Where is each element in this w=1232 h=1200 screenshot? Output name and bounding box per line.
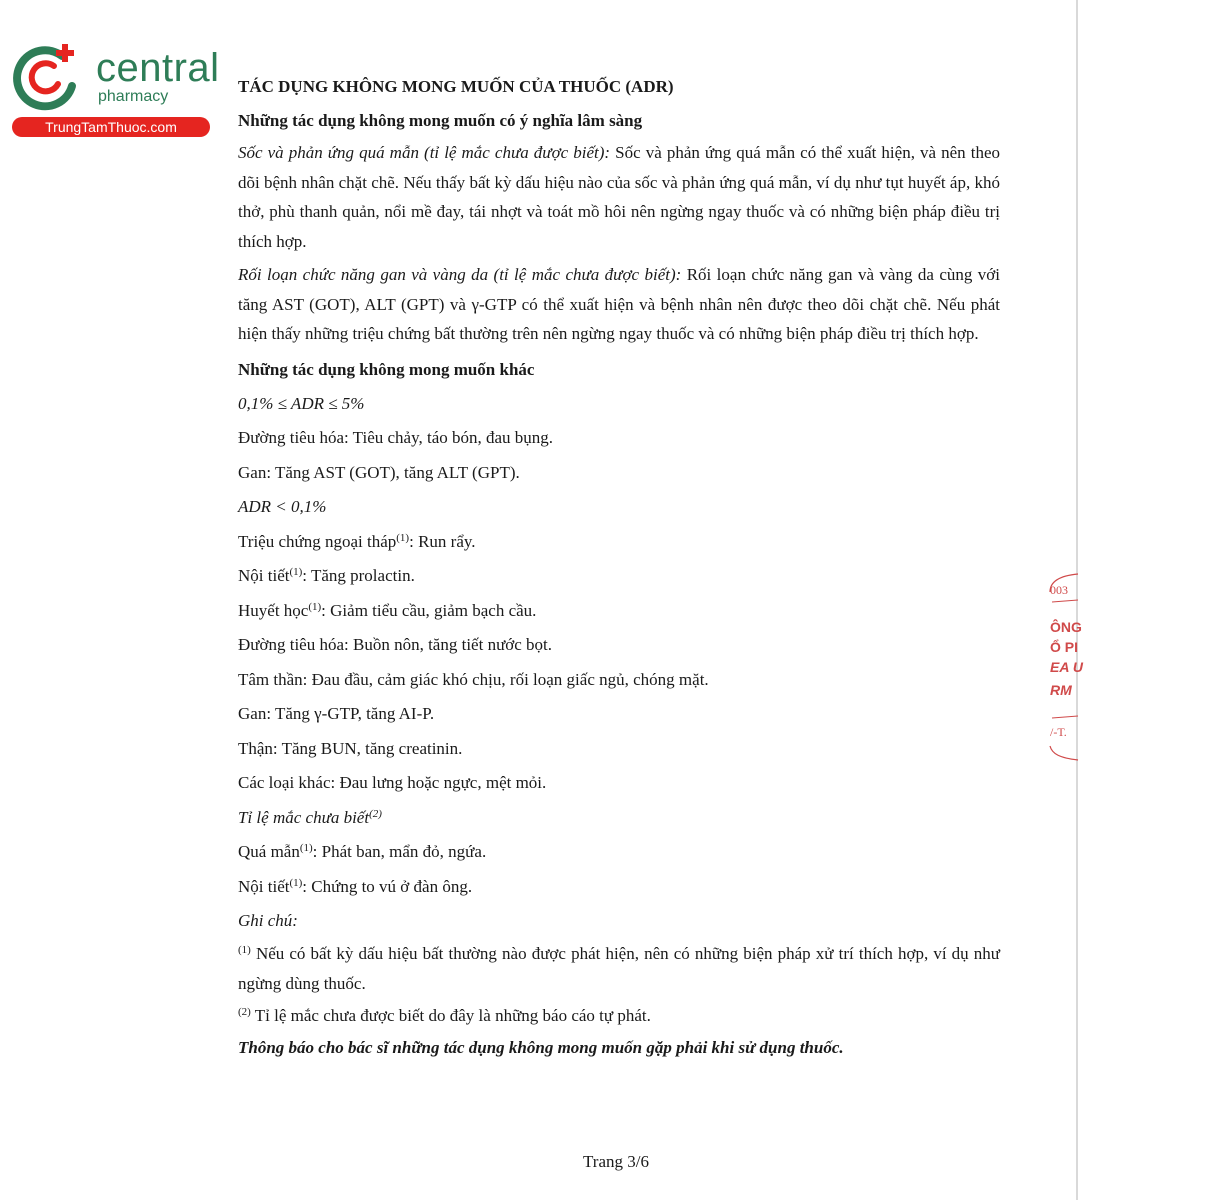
footnote-marker: (1) — [238, 943, 251, 956]
list-item: Đường tiêu hóa: Tiêu chảy, táo bón, đau bụng. — [238, 428, 554, 447]
shock-paragraph-body: Sốc và phản ứng quá mẫn có thể xuất hiện, và nên theo dõi bệnh nhân chặt chẽ. Nếu thấy bất kỳ dấu hiệu nào của sốc và phản ứng quá mẫn, ví dụ như tụt huyết áp, khó thở, phù thanh quản, nổi mề đay, tái nhợt và toát mồ hôi nên ngừng ngay thuốc và có những biện pháp điều trị thích hợp. — [238, 143, 1000, 251]
logo-brand-text: central — [96, 46, 220, 90]
central-pharmacy-logo — [10, 38, 220, 138]
list-item: Gan: Tăng γ-GTP, tăng AI-P. — [238, 704, 435, 723]
footnote-ref: (2) — [369, 807, 382, 820]
list-item: Các loại khác: Đau lưng hoặc ngực, mệt mỏi. — [238, 773, 547, 792]
stamp-text-1: 003 — [1050, 583, 1068, 597]
list-item — [238, 594, 1000, 629]
shock-paragraph — [238, 138, 1000, 256]
footnote-2 — [238, 1001, 1000, 1031]
footnote-ref: (1) — [299, 842, 313, 854]
list-item — [238, 835, 1000, 870]
item-label: Triệu chứng ngoại tháp — [238, 531, 397, 551]
stamp-text-4: EA U — [1050, 659, 1083, 675]
item-label: Nội tiết — [238, 876, 290, 896]
stamp-text-6: /-T. — [1050, 725, 1067, 739]
logo-sub-text: pharmacy — [98, 88, 169, 105]
item-label: Nội tiết — [238, 566, 290, 585]
document-body — [238, 70, 1000, 1065]
logo-site-banner: TrungTamThuoc.com — [12, 117, 210, 137]
list-item — [238, 525, 1000, 560]
footnote-1-text: Nếu có bất kỳ dấu hiệu bất thường nào được phát hiện, nên có những biện pháp xử trí thích hợp, ví dụ như ngừng dùng thuốc. — [238, 943, 1000, 993]
frequency-range-3 — [238, 801, 1000, 836]
list-item: Thận: Tăng BUN, tăng creatinin. — [238, 738, 463, 758]
central-pharmacy-mark-icon — [10, 38, 88, 116]
notes-heading: Ghi chú: — [238, 911, 298, 930]
item-label: Quá mẫn — [238, 842, 300, 861]
footnote-1 — [238, 939, 1000, 999]
item-text: : Tăng prolactin. — [302, 566, 415, 585]
item-label: Huyết học — [238, 600, 309, 620]
closing-notice: Thông báo cho bác sĩ những tác dụng không mong muốn gặp phải khi sử dụng thuốc. — [238, 1037, 844, 1057]
list-item: Gan: Tăng AST (GOT), tăng ALT (GPT). — [238, 462, 520, 482]
page-number: Trang 3/6 — [583, 1152, 649, 1171]
liver-paragraph-lead: Rối loạn chức năng gan và vàng da (tỉ lệ mắc chưa được biết): — [238, 265, 682, 284]
item-text: : Giảm tiểu cầu, giảm bạch cầu. — [321, 600, 537, 620]
list-item — [238, 559, 1000, 594]
other-effects-heading: Những tác dụng không mong muốn khác — [238, 359, 535, 379]
item-text: : Chứng to vú ở đàn ông. — [302, 876, 473, 896]
list-item — [238, 870, 1000, 905]
list-item: Tâm thần: Đau đầu, cảm giác khó chịu, rối loạn giấc ngủ, chóng mặt. — [238, 669, 709, 689]
liver-paragraph — [238, 260, 1000, 349]
clinical-effects-heading: Những tác dụng không mong muốn có ý nghĩa lâm sàng — [238, 111, 643, 130]
item-text: : Phát ban, mẩn đỏ, ngứa. — [312, 842, 487, 861]
stamp-text-3: Ổ PI — [1050, 639, 1079, 655]
footnote-ref: (1) — [396, 531, 410, 544]
footnote-marker: (2) — [238, 1005, 251, 1018]
list-item: Đường tiêu hóa: Buồn nôn, tăng tiết nước bọt. — [238, 635, 553, 654]
footnote-ref: (1) — [289, 566, 303, 578]
item-text: : Run rẩy. — [409, 531, 476, 551]
liver-paragraph-body: Rối loạn chức năng gan và vàng da cùng với tăng AST (GOT), ALT (GPT) và γ-GTP có thể xuất hiện và bệnh nhân nên được theo dõi chặt chẽ. Nếu phát hiện thấy những triệu chứng bất thường trên nên ngừng ngay thuốc và có những biện pháp điều trị thích hợp. — [238, 265, 1000, 343]
section-title: TÁC DỤNG KHÔNG MONG MUỐN CỦA THUỐC (ADR) — [238, 77, 674, 96]
shock-paragraph-lead: Sốc và phản ứng quá mẫn (tỉ lệ mắc chưa được biết): — [238, 143, 611, 162]
footnote-2-text: Tỉ lệ mắc chưa được biết do đây là những báo cáo tự phát. — [250, 1005, 651, 1025]
frequency-range-2: ADR < 0,1% — [238, 497, 327, 516]
stamp-text-5: RM — [1050, 682, 1072, 698]
stamp-graphic — [1046, 570, 1083, 765]
footnote-ref: (1) — [289, 876, 303, 889]
stamp-text-2: ÔNG — [1050, 619, 1082, 635]
footnote-ref: (1) — [308, 600, 322, 613]
range-3-label: Tỉ lệ mắc chưa biết — [238, 807, 370, 827]
frequency-range-1: 0,1% ≤ ADR ≤ 5% — [238, 393, 365, 413]
red-stamp-fragment — [1046, 570, 1083, 765]
